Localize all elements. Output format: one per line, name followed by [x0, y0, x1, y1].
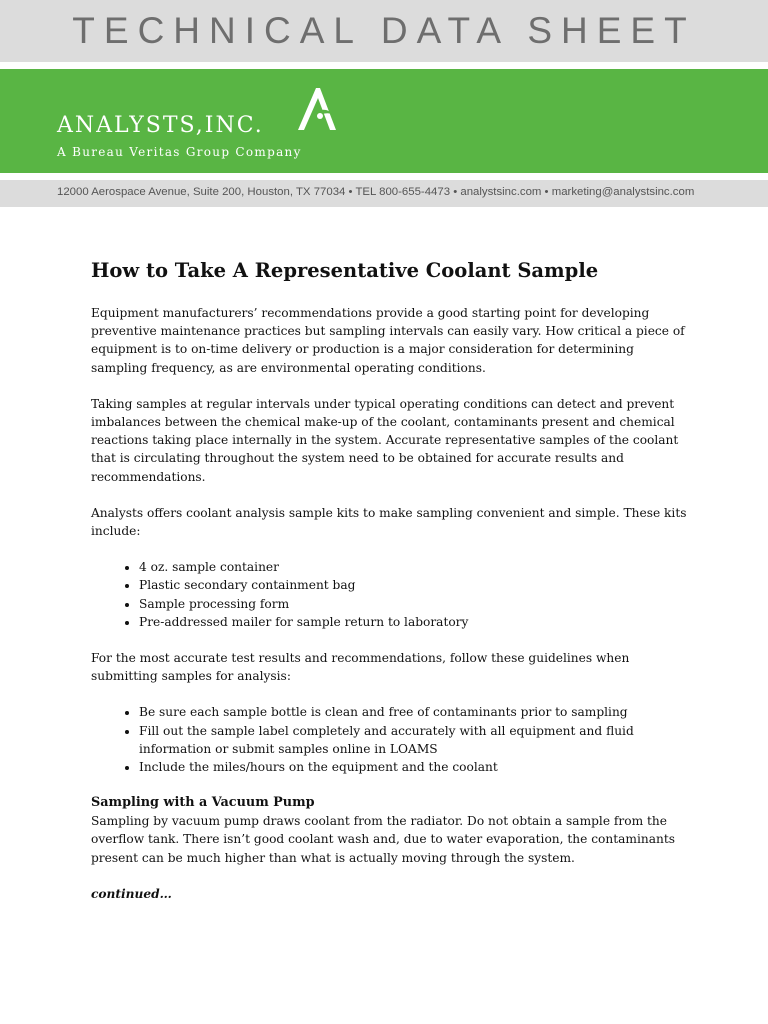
guidelines-paragraph: For the most accurate test results and recommendations, follow these guidelines when submitting samples for analysis: — [91, 651, 630, 684]
section-heading: Sampling with a Vacuum Pump — [91, 795, 315, 811]
letter-a-logo-icon — [292, 86, 342, 132]
company-name: ANALYSTS,INC. — [57, 113, 264, 138]
list-item: • Sample processing form — [139, 595, 691, 613]
title-banner — [0, 0, 768, 62]
article-title: How to Take A Representative Coolant Sample — [91, 259, 599, 282]
company-tagline: A Bureau Veritas Group Company — [57, 145, 302, 159]
contact-info: 12000 Aerospace Avenue, Suite 200, Houston, TX 77034 • TEL 800-655-4473 • analystsinc.com • marketing@analystsinc.com — [57, 186, 695, 198]
kits-paragraph: Analysts offers coolant analysis sample kits to make sampling convenient and simple. These kits include: — [91, 505, 687, 539]
guidelines-list — [91, 703, 691, 776]
address-bar — [0, 180, 768, 207]
intro-paragraph: Equipment manufacturers’ recommendations provide a good starting point for developing preventive maintenance practices but sampling intervals can easily vary. How critical a piece of equipment is to on-time delivery or production is a major consideration for determining sampling frequency, as are environmental operating conditions. — [91, 306, 685, 375]
continued-note: continued… — [91, 886, 172, 901]
list-item: • Fill out the sample label completely and accurately with all equipment and fluid information or submit samples online in LOAMS — [139, 722, 691, 758]
list-item: • Plastic secondary containment bag — [139, 576, 691, 594]
list-item: • Be sure each sample bottle is clean and free of contaminants prior to sampling — [139, 703, 691, 721]
list-item: • 4 oz. sample container — [139, 558, 691, 576]
article-body — [91, 258, 691, 903]
list-item: • Include the miles/hours on the equipment and the coolant — [139, 758, 691, 776]
document-type-title: TECHNICAL DATA SHEET — [72, 10, 696, 51]
vacuum-pump-paragraph: Sampling by vacuum pump draws coolant from the radiator. Do not obtain a sample from the overflow tank. There isn’t good coolant wash and, due to water evaporation, the contaminants present can be much higher than what is actually moving through the system. — [91, 814, 675, 865]
list-item: • Pre-addressed mailer for sample return to laboratory — [139, 613, 691, 631]
sampling-paragraph: Taking samples at regular intervals under typical operating conditions can detect and prevent imbalances between the chemical make-up of the coolant, contaminants present and chemical reactions taking place internally in the system. Accurate representative samples of the coolant that is circulating throughout the system need to be obtained for accurate results and recommendations. — [91, 396, 679, 484]
kit-items-list — [91, 558, 691, 631]
